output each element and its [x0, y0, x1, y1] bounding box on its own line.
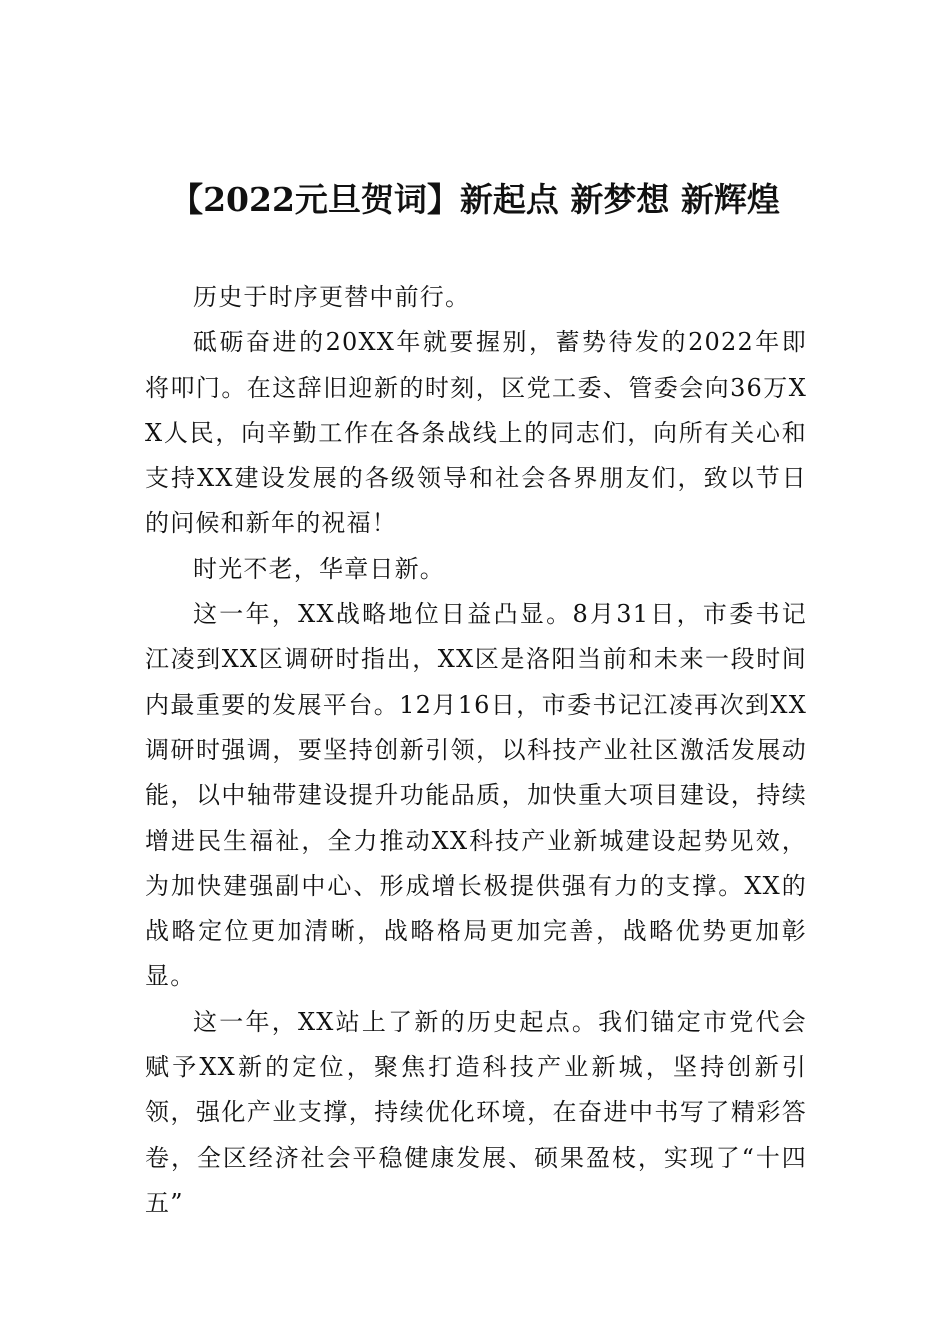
paragraph: 这一年，XX站上了新的历史起点。我们锚定市党代会赋予XX新的定位，聚焦打造科技产业新城，坚持创新引领，强化产业支撑，持续优化环境，在奋进中书写了精彩答卷，全区经济社会平稳健康发展、硕果盈枝，实现了“十四五” — [145, 1007, 807, 1217]
document-body — [145, 275, 807, 1226]
paragraph: 这一年，XX战略地位日益凸显。8月31日，市委书记江凌到XX区调研时指出，XX区是洛阳当前和未来一段时间内最重要的发展平台。12月16日，市委书记江凌再次到XX调研时强调，要坚持创新引领，以科技产业社区激活发展动能，以中轴带建设提升功能品质，加快重大项目建设，持续增进民生福祉，全力推动XX科技产业新城建设起势见效，为加快建强副中心、形成增长极提供强有力的支撑。XX的战略定位更加清晰，战略格局更加完善，战略优势更加彰显。 — [145, 600, 807, 991]
paragraph: 历史于时序更替中前行。 — [193, 283, 471, 311]
paragraph: 砥砺奋进的20XX年就要握别，蓄势待发的2022年即将叩门。在这辞旧迎新的时刻，区党工委、管委会向36万XX人民，向辛勤工作在各条战线上的同志们，向所有关心和支持XX建设发展的各级领导和社会各界朋友们，致以节日的问候和新年的祝福！ — [145, 328, 807, 538]
paragraph: 时光不老，华章日新。 — [193, 554, 445, 583]
document-title: 【2022元旦贺词】新起点 新梦想 新辉煌 — [170, 180, 780, 219]
